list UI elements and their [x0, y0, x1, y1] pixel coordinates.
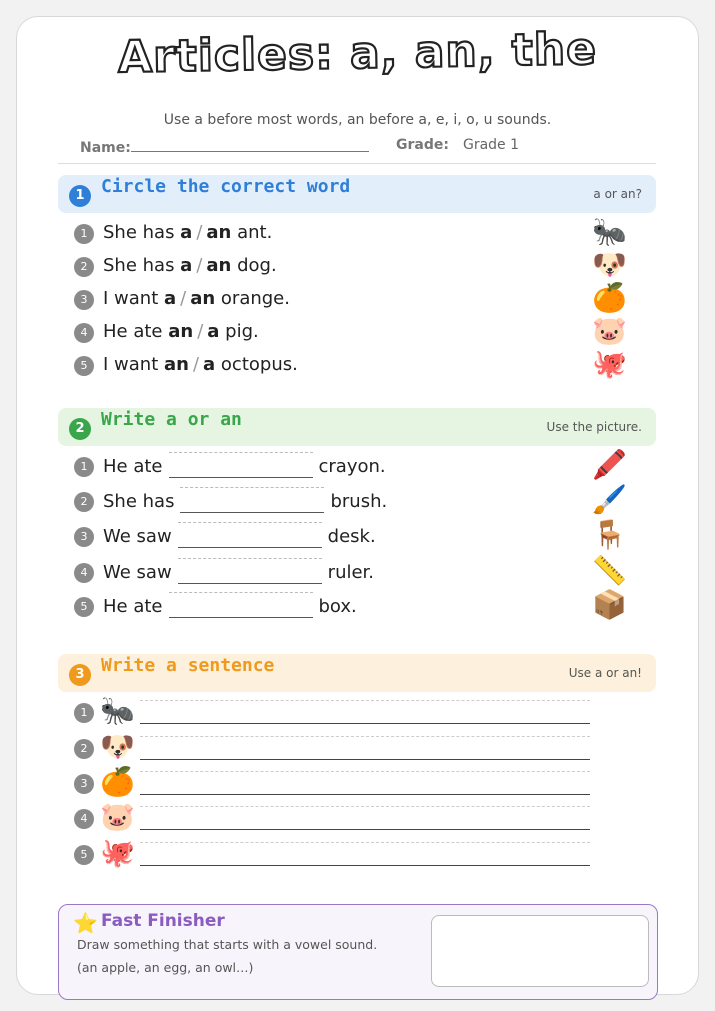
ruler-icon: 📏: [592, 554, 627, 587]
section3-title: Write a sentence: [101, 655, 275, 676]
sentence-start: He ate: [103, 596, 163, 617]
drawing-box[interactable]: [431, 915, 649, 987]
item-number: 5: [74, 356, 94, 376]
answer-blank[interactable]: [178, 522, 322, 548]
worksheet-title: Articles: a, an, the: [117, 23, 598, 84]
item-sentence: [103, 351, 298, 379]
item-number: 4: [74, 563, 94, 583]
answer-blank[interactable]: [169, 452, 313, 478]
sentence-writing-line[interactable]: [140, 806, 590, 830]
choice-an[interactable]: an: [190, 288, 216, 309]
sentence-end: ruler.: [327, 562, 375, 583]
sentence-end: dog.: [231, 255, 277, 276]
choice-an[interactable]: an: [206, 255, 232, 276]
section3-number: 3: [69, 664, 91, 686]
grade-value: Grade 1: [462, 137, 520, 153]
choice-separator: /: [197, 321, 204, 342]
section1-number: 1: [69, 185, 91, 207]
choice-an[interactable]: an: [168, 321, 194, 342]
sentence-item: [74, 765, 594, 799]
sentence-end: crayon.: [318, 456, 386, 477]
choice-an[interactable]: an: [206, 222, 232, 243]
sentence-item: [74, 800, 594, 834]
grade-row: [396, 137, 519, 153]
item-sentence: [103, 219, 272, 247]
sentence-end: box.: [318, 596, 357, 617]
sentence-writing-line[interactable]: [140, 700, 590, 724]
name-field[interactable]: [131, 137, 369, 152]
fast-finisher-title: Fast Finisher: [101, 911, 225, 931]
item-sentence: [103, 558, 374, 587]
section1-hint: a or an?: [593, 187, 642, 201]
fast-finisher-instruction: Draw something that starts with a vowel sound.: [77, 937, 378, 952]
choice-separator: /: [192, 354, 200, 375]
box-icon: 📦: [592, 588, 627, 621]
sentence-end: ant.: [231, 222, 273, 243]
item-number: 3: [74, 290, 94, 310]
star-icon: ⭐: [73, 911, 98, 935]
item-number: 4: [74, 323, 94, 343]
sentence-start: He ate: [103, 456, 163, 477]
sentence-end: orange.: [215, 288, 290, 309]
ant-icon: 🐜: [100, 694, 135, 727]
section2-title: Write a or an: [101, 409, 242, 430]
header-divider: [58, 163, 656, 164]
chair-icon: 🪑: [592, 518, 627, 551]
item-number: 2: [74, 492, 94, 512]
dog-icon: 🐶: [592, 248, 627, 281]
choice-separator: /: [180, 288, 187, 309]
section1-header: [58, 175, 656, 213]
item-sentence: [103, 285, 290, 313]
item-number: 2: [74, 739, 94, 759]
choice-a[interactable]: a: [180, 255, 193, 276]
sentence-start: We saw: [103, 526, 172, 547]
sentence-start: I want: [103, 354, 164, 375]
sentence-end: desk.: [327, 526, 376, 547]
section2-header: [58, 408, 656, 446]
sentence-start: He ate: [103, 321, 169, 342]
octopus-icon: 🐙: [592, 347, 627, 380]
item-sentence: [103, 452, 386, 481]
choice-a[interactable]: a: [180, 222, 193, 243]
crayon-icon: 🖍️: [592, 448, 627, 481]
sentence-start: She has: [103, 222, 181, 243]
item-sentence: [103, 252, 277, 280]
item-number: 3: [74, 774, 94, 794]
sentence-end: octopus.: [215, 354, 298, 375]
pig-icon: 🐷: [592, 314, 627, 347]
choice-an[interactable]: an: [163, 354, 189, 375]
octopus-icon: 🐙: [100, 836, 135, 869]
sentence-end: pig.: [219, 321, 259, 342]
sentence-start: I want: [103, 288, 164, 309]
ant-icon: 🐜: [592, 215, 627, 248]
subtitle: Use a before most words, an before a, e, i, o, u sounds.: [163, 112, 552, 128]
item-number: 3: [74, 527, 94, 547]
item-number: 2: [74, 257, 94, 277]
choice-a[interactable]: a: [163, 288, 177, 309]
item-number: 5: [74, 845, 94, 865]
sentence-writing-line[interactable]: [140, 736, 590, 760]
item-number: 1: [74, 703, 94, 723]
section2-hint: Use the picture.: [546, 420, 642, 434]
choice-separator: /: [196, 222, 203, 243]
section3-hint: Use a or an!: [568, 666, 642, 680]
sentence-writing-line[interactable]: [140, 842, 590, 866]
orange-icon: 🍊: [592, 281, 627, 314]
item-number: 4: [74, 809, 94, 829]
answer-blank[interactable]: [180, 487, 324, 513]
choice-a[interactable]: a: [203, 354, 216, 375]
orange-icon: 🍊: [100, 765, 135, 798]
answer-blank[interactable]: [169, 592, 313, 618]
fast-finisher-examples: (an apple, an egg, an owl…): [77, 960, 254, 975]
pig-icon: 🐷: [100, 800, 135, 833]
title-wrap: [0, 23, 715, 84]
sentence-writing-line[interactable]: [140, 771, 590, 795]
section3-header: [58, 654, 656, 692]
sentence-item: [74, 694, 594, 728]
section2-number: 2: [69, 418, 91, 440]
sentence-item: [74, 730, 594, 764]
choice-a[interactable]: a: [207, 321, 220, 342]
item-sentence: [103, 592, 357, 621]
grade-label: Grade:: [396, 137, 449, 153]
brush-icon: 🖌️: [592, 483, 627, 516]
name-row: [80, 137, 369, 156]
fast-finisher-box: [58, 904, 658, 1000]
item-number: 5: [74, 597, 94, 617]
answer-blank[interactable]: [178, 558, 322, 584]
item-sentence: [103, 318, 259, 346]
item-sentence: [103, 522, 376, 551]
sentence-start: We saw: [103, 562, 172, 583]
dog-icon: 🐶: [100, 730, 135, 763]
item-number: 1: [74, 457, 94, 477]
choice-separator: /: [196, 255, 203, 276]
item-number: 1: [74, 224, 94, 244]
name-label: Name:: [80, 140, 131, 156]
sentence-end: brush.: [330, 491, 388, 512]
sentence-start: She has: [103, 255, 181, 276]
item-sentence: [103, 487, 387, 516]
section1-title: Circle the correct word: [101, 176, 351, 197]
sentence-item: [74, 836, 594, 870]
sentence-start: She has: [103, 491, 175, 512]
